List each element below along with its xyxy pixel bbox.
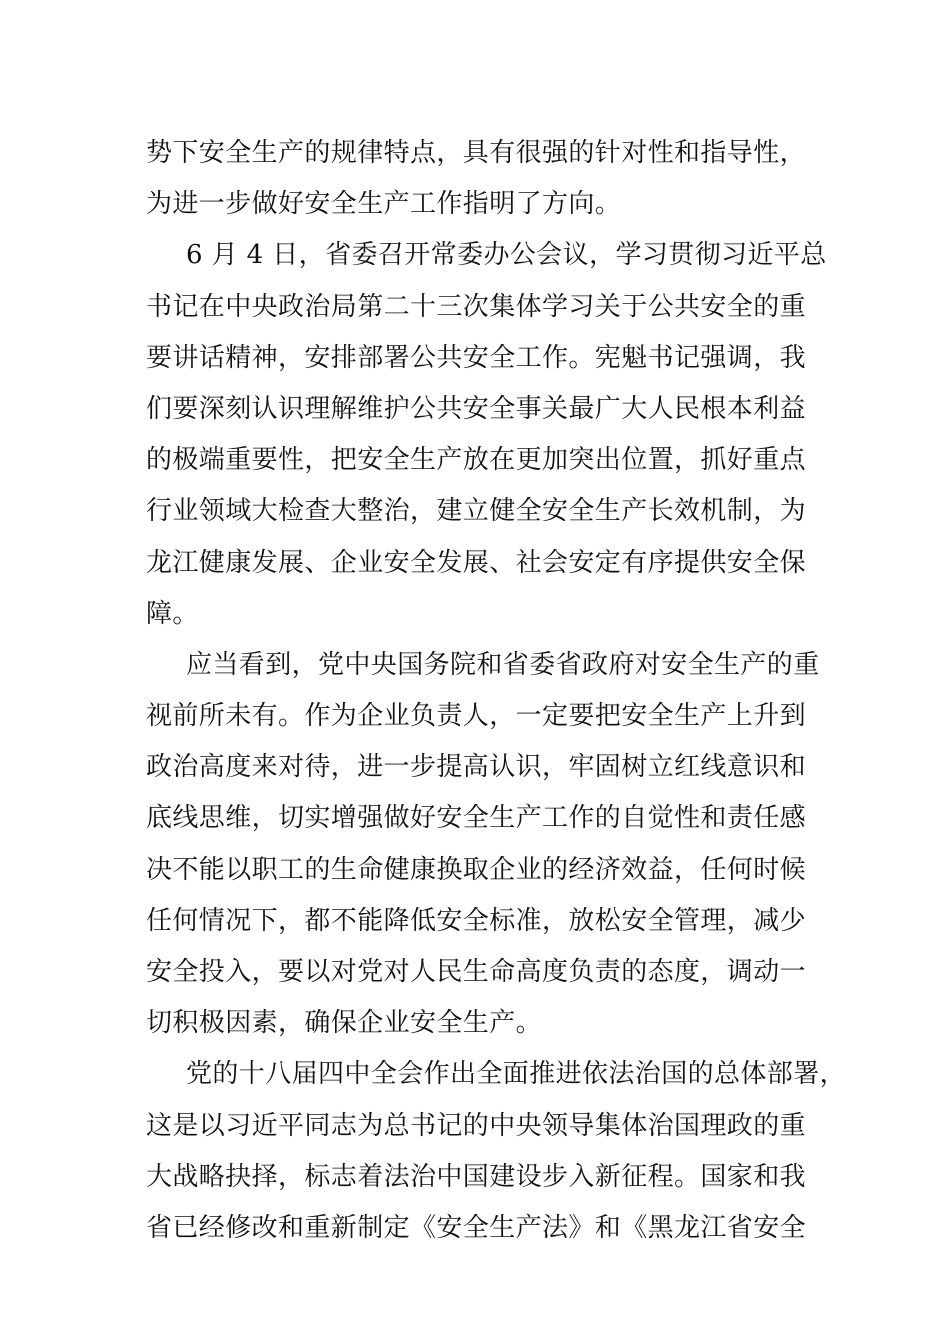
text-line: 要讲话精神，安排部署公共安全工作。宪魁书记强调，我 <box>146 342 807 373</box>
text-line: 为进一步做好安全生产工作指明了方向。 <box>146 189 622 220</box>
text-line: 政治高度来对待，进一步提高认识，牢固树立红线意识和 <box>146 752 807 783</box>
text-line: 视前所未有。作为企业负责人，一定要把安全生产上升到 <box>146 701 807 732</box>
text-line: 势下安全生产的规律特点，具有很强的针对性和指导性， <box>146 138 807 168</box>
text-line: 们要深刻认识理解维护公共安全事关最广大人民根本利益 <box>146 393 807 424</box>
document-body <box>146 128 847 1254</box>
text-line: 这是以习近平同志为总书记的中央领导集体治国理政的重 <box>146 1110 807 1141</box>
text-line: 的极端重要性，把安全生产放在更加突出位置，抓好重点 <box>146 445 807 476</box>
paragraph-start-line: 6 月 4 日，省委召开常委办公会议，学习贯彻习近平总 <box>186 240 827 271</box>
paragraph-start-line: 应当看到，党中央国务院和省委省政府对安全生产的重 <box>186 649 820 680</box>
text-line: 龙江健康发展、企业安全发展、社会安定有序提供安全保 <box>146 547 807 578</box>
text-line: 省已经修改和重新制定《安全生产法》和《黑龙江省安全 <box>146 1212 807 1243</box>
text-line: 底线思维，切实增强做好安全生产工作的自觉性和责任感 <box>146 803 807 834</box>
text-line: 行业领域大检查大整治，建立健全安全生产长效机制，为 <box>146 496 807 527</box>
text-line: 决不能以职工的生命健康换取企业的经济效益，任何时候 <box>146 854 807 885</box>
text-line: 任何情况下，都不能降低安全标准，放松安全管理，减少 <box>146 905 807 936</box>
text-line: 障。 <box>146 598 199 629</box>
text-line: 安全投入，要以对党对人民生命高度负责的态度，调动一 <box>146 957 807 987</box>
text-line: 书记在中央政治局第二十三次集体学习关于公共安全的重 <box>146 291 807 322</box>
text-line: 切积极因素，确保企业安全生产。 <box>146 1008 543 1039</box>
text-line: 大战略抉择，标志着法治中国建设步入新征程。国家和我 <box>146 1161 807 1192</box>
paragraph-start-line: 党的十八届四中全会作出全面推进依法治国的总体部署， <box>186 1059 847 1090</box>
